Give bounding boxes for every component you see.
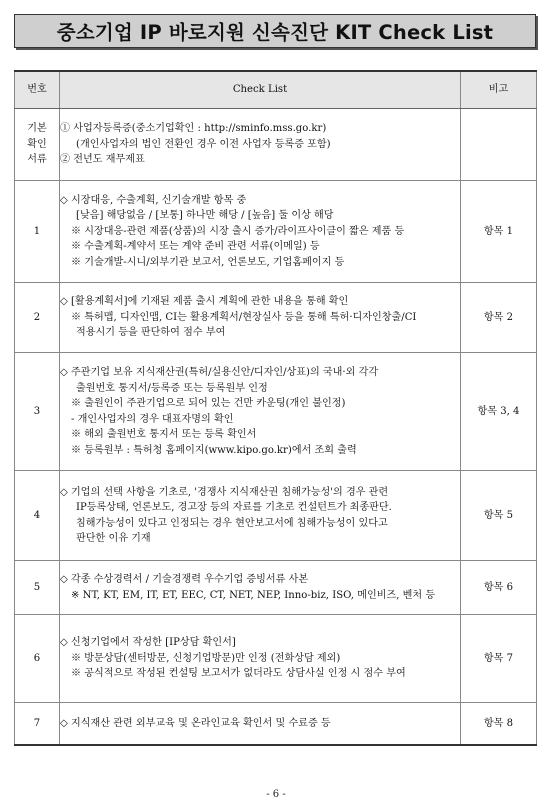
- document-title: 중소기업 IP 바로지원 신속진단 KIT Check List: [56, 21, 494, 44]
- row-content: [60, 471, 461, 561]
- content-line: (개인사업자의 법인 전환인 경우 이전 사업자 등록증 포함): [76, 138, 331, 150]
- row-label-basic: [15, 109, 60, 181]
- row-note: 항목 3, 4: [461, 353, 537, 471]
- row-content: [60, 615, 461, 703]
- row-number: 7: [15, 703, 60, 745]
- content-line: ※ 특허맵, 디자인맵, CI는 활용계획서/현장실사 등을 통해 특허·디자인창출/CI: [71, 311, 417, 323]
- row-number: 4: [15, 471, 60, 561]
- table-row-basic: [15, 109, 537, 181]
- row-number: 6: [15, 615, 60, 703]
- row-content-basic: [60, 109, 461, 181]
- content-line: ※ 기술개발-시니/외부기관 보고서, 언론보도, 기업홈페이지 등: [71, 256, 345, 268]
- table-row-2: [15, 283, 537, 353]
- content-line: - 개인사업자의 경우 대표자명의 확인: [71, 413, 234, 425]
- content-line: 적용시기 등을 판단하여 점수 부여: [76, 327, 226, 339]
- row-content: [60, 283, 461, 353]
- row-content: [60, 353, 461, 471]
- header-checklist: Check List: [60, 71, 461, 109]
- content-line: ◇ 시장대응, 수출계획, 신기술개발 항목 중: [60, 194, 247, 206]
- content-line: ◇ 신청기업에서 작성한 [IP상담 확인서]: [60, 637, 236, 649]
- row-number: 1: [15, 181, 60, 283]
- content-line: [낮음] 해당없음 / [보통] 하나만 해당 / [높음] 둘 이상 해당: [76, 210, 334, 222]
- row-number: 5: [15, 561, 60, 615]
- row-number: 3: [15, 353, 60, 471]
- content-line: ※ 등록원부 : 특허청 홈페이지(www.kipo.go.kr)에서 조회 출력: [71, 444, 357, 456]
- table-row-5: [15, 561, 537, 615]
- row-note-basic: [461, 109, 537, 181]
- row-content: [60, 703, 461, 745]
- content-line: ※ 방문상담(센터방문, 신청기업방문)만 인정 (전화상담 제외): [71, 652, 341, 664]
- content-line: ◇ 지식재산 관련 외부교육 및 온라인교육 확인서 및 수료증 등: [60, 717, 331, 729]
- title-box: [14, 14, 536, 48]
- header-number: 번호: [15, 71, 60, 109]
- content-line: 침해가능성이 있다고 인정되는 경우 현안보고서에 침해가능성이 있다고: [76, 517, 388, 529]
- content-line: ① 사업자등록증(중소기업확인 : http://sminfo.mss.go.kr): [60, 123, 327, 135]
- row-note: 항목 1: [461, 181, 537, 283]
- content-line: ※ 출원인이 주관기업으로 되어 있는 건만 카운팅(개인 불인정): [71, 398, 346, 409]
- row-note: 항목 6: [461, 561, 537, 615]
- content-line: IP등록상태, 언론보도, 경고장 등의 자료를 기초로 컨설턴트가 최종판단.: [76, 502, 392, 513]
- table-row-7: [15, 703, 537, 745]
- content-line: ※ 수출계획-계약서 또는 계약 준비 관련 서류(이메일) 등: [71, 241, 320, 253]
- row-label-line: 확인: [27, 138, 47, 150]
- row-note: 항목 5: [461, 471, 537, 561]
- table-row-6: [15, 615, 537, 703]
- row-note: 항목 7: [461, 615, 537, 703]
- row-content: [60, 561, 461, 615]
- content-line: ※ 시장대응-관련 제품(상품)의 시장 출시 증가/라이프사이클이 짧은 제품 등: [71, 225, 405, 237]
- row-label-line: 기본: [27, 123, 47, 135]
- content-line: ◇ [활용계획서]에 기재된 제품 출시 계획에 관한 내용을 통해 확인: [60, 296, 349, 308]
- page-number: - 6 -: [266, 789, 286, 800]
- row-note: 항목 2: [461, 283, 537, 353]
- content-line: ◇ 각종 수상경력서 / 기술경쟁력 우수기업 증빙서류 사본: [60, 574, 309, 585]
- table-row-1: [15, 181, 537, 283]
- content-line: ※ 해외 출원번호 통지서 또는 등록 확인서: [71, 429, 257, 440]
- checklist-table: [14, 70, 537, 746]
- header-note: 비고: [461, 71, 537, 109]
- row-note: 항목 8: [461, 703, 537, 745]
- row-number: 2: [15, 283, 60, 353]
- table-row-4: [15, 471, 537, 561]
- content-line: 출원번호 통지서/등록증 또는 등록원부 인정: [76, 382, 268, 394]
- table-header-row: [15, 71, 537, 109]
- content-line: ※ NT, KT, EM, IT, ET, EEC, CT, NET, NEP, Inno-biz, ISO, 메인비즈, 벤처 등: [71, 589, 436, 601]
- row-content: [60, 181, 461, 283]
- content-line: ※ 공식적으로 작성된 컨설팅 보고서가 없더라도 상담사실 인정 시 점수 부여: [71, 668, 406, 680]
- content-line: ② 전년도 재무제표: [60, 154, 145, 166]
- row-label-line: 서류: [27, 154, 47, 166]
- content-line: ◇ 기업의 선택 사항을 기초로, '경쟁사 지식재산권 침해가능성'의 경우 관련: [60, 486, 389, 498]
- content-line: ◇ 주관기업 보유 지식재산권(특허/실용신안/디자인/상표)의 국내·외 각각: [60, 367, 379, 378]
- content-line: 판단한 이유 기재: [76, 533, 151, 544]
- table-row-3: [15, 353, 537, 471]
